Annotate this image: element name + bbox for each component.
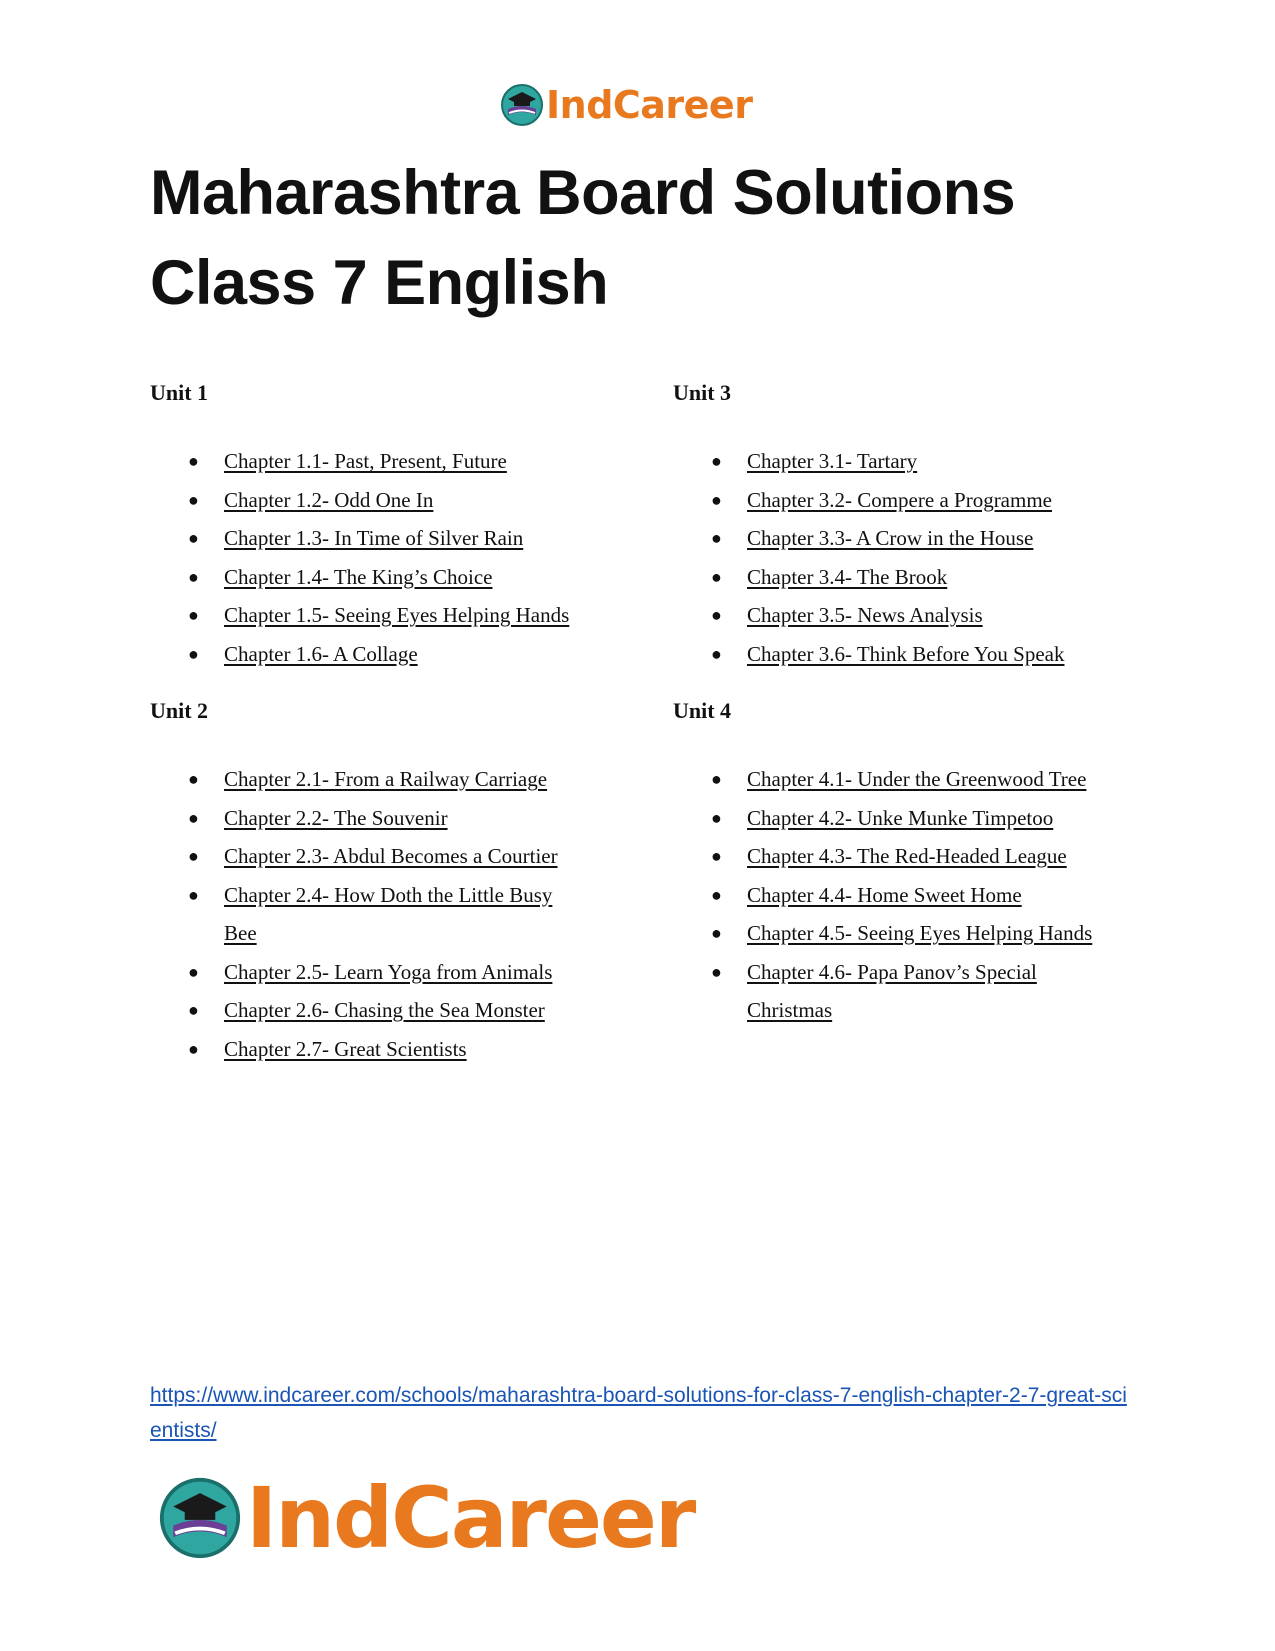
unit-1-section — [150, 378, 650, 673]
unit-heading: Unit 3 — [673, 380, 732, 405]
list-item — [673, 876, 1113, 915]
bullet-icon: ● — [711, 566, 722, 587]
chapter-link[interactable]: Chapter 2.5- Learn Yoga from Animals — [224, 959, 553, 984]
list-item — [150, 481, 650, 520]
chapter-link[interactable]: Chapter 2.1- From a Railway Carriage — [224, 767, 548, 791]
graduation-book-globe-icon — [158, 1476, 242, 1560]
chapter-link[interactable]: Chapter 4.4- Home Sweet Home — [747, 882, 1022, 907]
list-item — [673, 442, 1173, 481]
list-item — [673, 760, 1113, 799]
unit-heading: Unit 1 — [150, 380, 209, 405]
graduation-book-globe-icon — [500, 83, 544, 127]
list-item — [150, 837, 590, 876]
list-item — [673, 799, 1113, 838]
bullet-icon: ● — [188, 605, 199, 625]
bullet-icon: ● — [188, 961, 199, 982]
chapter-link[interactable]: Chapter 1.5- Seeing Eyes Helping Hands — [224, 603, 570, 627]
chapter-link[interactable]: Chapter 1.4- The King’s Choice — [224, 564, 493, 589]
bullet-icon: ● — [711, 489, 722, 510]
list-item — [150, 596, 650, 635]
list-item — [673, 914, 1113, 953]
chapter-link[interactable]: Chapter 1.1- Past, Present, Future — [224, 449, 507, 473]
chapter-link[interactable]: Chapter 2.7- Great Scientists — [224, 1036, 467, 1061]
list-item — [673, 519, 1173, 558]
list-item — [150, 799, 590, 838]
list-item — [673, 596, 1173, 635]
unit-heading: Unit 4 — [673, 698, 732, 723]
chapter-list — [673, 442, 1173, 673]
page-title — [150, 148, 1015, 328]
chapter-list — [673, 760, 1113, 1030]
list-item — [150, 519, 650, 558]
chapter-link[interactable]: Chapter 4.1- Under the Greenwood Tree — [747, 767, 1087, 791]
bullet-icon: ● — [711, 884, 722, 905]
list-item — [673, 481, 1173, 520]
list-item — [673, 953, 1113, 1030]
chapter-link[interactable]: Chapter 4.5- Seeing Eyes Helping Hands — [747, 921, 1093, 945]
list-item — [150, 760, 590, 799]
list-item — [150, 1030, 590, 1069]
bullet-icon: ● — [711, 769, 722, 789]
footer-url-link[interactable]: https://www.indcareer.com/schools/maharashtra-board-solutions-for-class-7-english-chapter-2-7-great-scientists/ — [150, 1384, 1127, 1442]
bullet-icon: ● — [711, 451, 722, 471]
chapter-link[interactable]: Chapter 3.1- Tartary — [747, 449, 918, 473]
list-item — [150, 953, 590, 992]
bullet-icon: ● — [711, 605, 722, 625]
chapter-link[interactable]: Chapter 3.2- Compere a Programme — [747, 487, 1052, 512]
chapter-link[interactable]: Chapter 3.4- The Brook — [747, 564, 948, 589]
chapter-list — [150, 760, 590, 1068]
bullet-icon: ● — [711, 528, 722, 548]
bullet-icon: ● — [711, 807, 722, 828]
bullet-icon: ● — [188, 566, 199, 587]
bullet-icon: ● — [188, 528, 199, 548]
list-item — [150, 876, 590, 953]
bullet-icon: ● — [188, 884, 199, 905]
bullet-icon: ● — [188, 451, 199, 471]
chapter-link[interactable]: Chapter 3.3- A Crow in the House — [747, 526, 1034, 550]
chapter-link[interactable]: Chapter 2.6- Chasing the Sea Monster — [224, 998, 545, 1022]
bullet-icon: ● — [711, 923, 722, 943]
bullet-icon: ● — [188, 807, 199, 828]
list-item — [673, 635, 1173, 674]
list-item — [150, 558, 650, 597]
bullet-icon: ● — [188, 1000, 199, 1020]
list-item — [673, 558, 1173, 597]
chapter-link[interactable]: Chapter 4.6- Papa Panov’s Special Christmas — [747, 959, 1037, 1022]
chapter-link[interactable]: Chapter 4.2- Unke Munke Timpetoo — [747, 805, 1054, 830]
bullet-icon: ● — [188, 769, 199, 789]
list-item — [150, 991, 590, 1030]
brand-name: IndCareer — [546, 83, 753, 127]
list-item — [150, 442, 650, 481]
footer-logo — [158, 1468, 694, 1568]
chapter-link[interactable]: Chapter 2.4- How Doth the Little Busy Bee — [224, 882, 553, 945]
unit-heading: Unit 2 — [150, 698, 209, 723]
chapter-link[interactable]: Chapter 4.3- The Red-Headed League — [747, 844, 1067, 868]
chapter-link[interactable]: Chapter 1.3- In Time of Silver Rain — [224, 526, 524, 550]
chapter-link[interactable]: Chapter 2.2- The Souvenir — [224, 805, 448, 830]
chapter-link[interactable]: Chapter 1.6- A Collage — [224, 641, 418, 666]
chapter-list — [150, 442, 650, 673]
unit-3-section — [673, 378, 1173, 673]
list-item — [150, 635, 650, 674]
bullet-icon: ● — [188, 643, 199, 664]
chapter-link[interactable]: Chapter 3.5- News Analysis — [747, 603, 983, 627]
bullet-icon: ● — [188, 489, 199, 510]
bullet-icon: ● — [711, 961, 722, 982]
bullet-icon: ● — [188, 1038, 199, 1059]
title-line-1: Maharashtra Board Solutions — [150, 158, 1016, 228]
chapter-link[interactable]: Chapter 2.3- Abdul Becomes a Courtier — [224, 844, 558, 868]
unit-2-section — [150, 696, 590, 1068]
bullet-icon: ● — [711, 643, 722, 664]
bullet-icon: ● — [188, 846, 199, 866]
brand-name: IndCareer — [246, 1469, 695, 1567]
title-line-2: Class 7 English — [150, 248, 609, 318]
bullet-icon: ● — [711, 846, 722, 866]
header-logo — [500, 80, 752, 130]
chapter-link[interactable]: Chapter 1.2- Odd One In — [224, 487, 434, 512]
unit-4-section — [673, 696, 1113, 1030]
chapter-link[interactable]: Chapter 3.6- Think Before You Speak — [747, 641, 1065, 666]
list-item — [673, 837, 1113, 876]
